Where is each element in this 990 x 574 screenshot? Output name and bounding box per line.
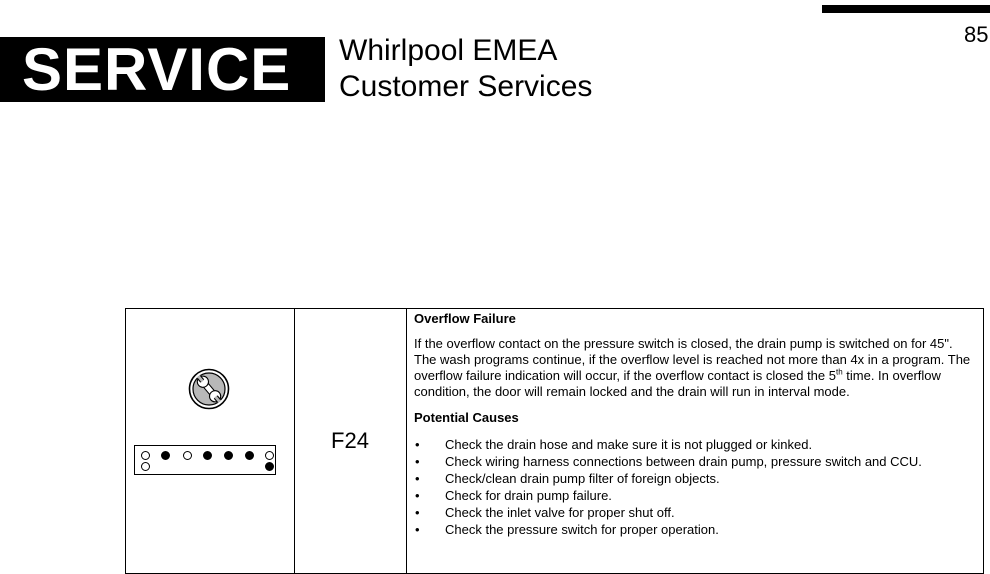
led-indicator: [265, 451, 274, 460]
list-item: • Check wiring harness connections between drain pump, pressure switch and CCU.: [414, 453, 976, 470]
led-indicator: [224, 451, 233, 460]
led-indicator: [203, 451, 212, 460]
company-line-1: Whirlpool EMEA: [339, 34, 558, 67]
potential-causes-title: Potential Causes: [414, 410, 519, 425]
table-divider: [406, 309, 407, 573]
service-logo-badge: SERVICE: [0, 37, 325, 102]
header-rule: [822, 5, 990, 13]
led-indicator: [141, 462, 150, 471]
led-indicator-panel: [134, 445, 276, 475]
led-indicator: [141, 451, 150, 460]
fault-description: [414, 311, 976, 538]
company-line-2: Customer Services: [339, 70, 593, 103]
fault-table: [125, 308, 984, 574]
fault-explanation: [414, 336, 976, 400]
page-number: 85: [964, 22, 989, 47]
fault-explanation-text: time. In overflow condition, the door will remain locked and the drain will run in interval mode.: [414, 368, 941, 399]
fault-code: F24: [331, 428, 369, 453]
list-item: • Check for drain pump failure.: [414, 487, 976, 504]
list-item: • Check the pressure switch for proper operation.: [414, 521, 976, 538]
list-item: • Check the inlet valve for proper shut off.: [414, 504, 976, 521]
list-item: • Check/clean drain pump filter of foreign objects.: [414, 470, 976, 487]
led-indicator: [183, 451, 192, 460]
fault-title: Overflow Failure: [414, 311, 516, 326]
fault-explanation-text: If the overflow contact on the pressure switch is closed, the drain pump is switched on for 45". The wash programs continue, if the overflow level is reached not more than 4x in a program. The overflow failure indication will occur, if the overflow contact is closed the 5: [414, 336, 971, 383]
company-name: [339, 33, 592, 105]
led-indicator: [265, 462, 274, 471]
led-indicator: [245, 451, 254, 460]
potential-causes-list: [414, 436, 976, 538]
wrench-service-icon: [188, 368, 230, 410]
led-indicator: [161, 451, 170, 460]
ordinal-suffix: th: [835, 367, 843, 377]
list-item: • Check the drain hose and make sure it is not plugged or kinked.: [414, 436, 976, 453]
